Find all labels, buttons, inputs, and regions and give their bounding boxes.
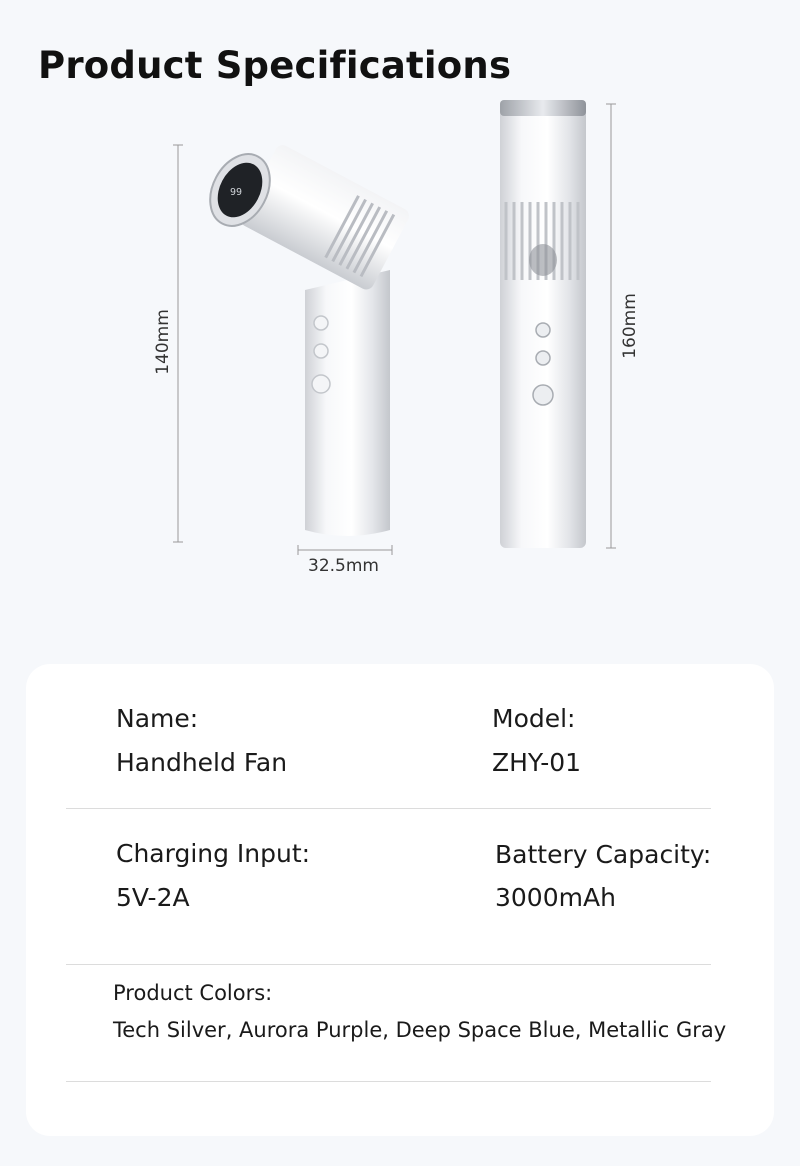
dimension-label-160: 160mm bbox=[619, 293, 640, 359]
fan-button-2 bbox=[314, 344, 328, 358]
spec-charging-value: 5V-2A bbox=[116, 883, 190, 912]
spec-model-value: ZHY-01 bbox=[492, 748, 582, 777]
page-title: Product Specifications bbox=[38, 44, 512, 87]
dimension-line-160 bbox=[606, 104, 616, 548]
product-illustration bbox=[0, 90, 800, 610]
spec-charging-label: Charging Input: bbox=[116, 839, 311, 868]
spec-card bbox=[26, 664, 774, 1136]
spec-name-value: Handheld Fan bbox=[116, 748, 288, 777]
dimension-label-140: 140mm bbox=[152, 309, 173, 375]
spec-battery-value: 3000mAh bbox=[495, 883, 616, 912]
fan-straight-view bbox=[500, 100, 586, 548]
spec-colors-label: Product Colors: bbox=[113, 981, 273, 1005]
dimension-label-width: 32.5mm bbox=[308, 556, 379, 576]
spec-colors-value: Tech Silver, Aurora Purple, Deep Space Blue, Metallic Gray bbox=[113, 1018, 727, 1042]
fan-button-power bbox=[312, 375, 330, 393]
dimension-line-width bbox=[298, 545, 392, 555]
divider bbox=[66, 1081, 711, 1082]
fan-bent-view bbox=[198, 142, 411, 536]
fan-button-1 bbox=[314, 316, 328, 330]
divider bbox=[66, 808, 711, 809]
spec-name-label: Name: bbox=[116, 704, 199, 733]
spec-battery-label: Battery Capacity: bbox=[495, 840, 712, 869]
dimension-line-140 bbox=[173, 145, 183, 542]
divider bbox=[66, 964, 711, 965]
spec-model-label: Model: bbox=[492, 704, 576, 733]
product-illustration-area bbox=[0, 90, 800, 610]
display-readout: 99 bbox=[230, 187, 243, 198]
